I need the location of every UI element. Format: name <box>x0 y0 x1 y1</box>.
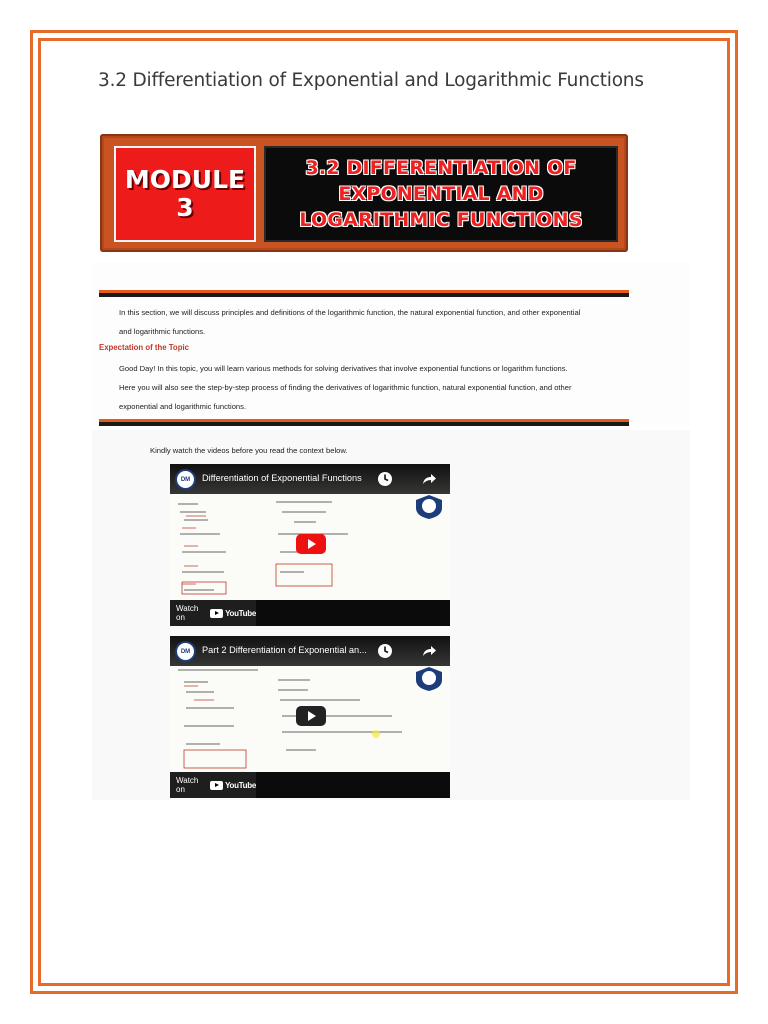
play-button[interactable] <box>296 534 326 554</box>
module-label-box <box>114 146 256 242</box>
module-number: 3 <box>176 193 194 222</box>
video-title[interactable]: Part 2 Differentiation of Exponential an... <box>202 645 367 655</box>
channel-avatar[interactable]: DM <box>175 469 196 490</box>
watch-note: Kindly watch the videos before you read the context below. <box>150 446 348 455</box>
intro-paragraph-line-2: and logarithmic functions. <box>119 327 206 336</box>
video-title[interactable]: Differentiation of Exponential Functions <box>202 473 362 483</box>
topic-line-1: 3.2 DIFFERENTIATION OF <box>305 157 577 179</box>
expectation-heading: Expectation of the Topic <box>99 343 189 352</box>
watch-on-label: Watch on <box>176 776 199 794</box>
page-title: 3.2 Differentiation of Exponential and Logarithmic Functions <box>98 70 644 91</box>
youtube-wordmark: YouTube <box>225 780 256 790</box>
expectation-line-1: Good Day! In this topic, you will learn various methods for solving derivatives that involve exponential functions or logarithm functions. <box>119 364 568 373</box>
topic-title-box <box>264 146 618 242</box>
watch-on-label: Watch on <box>176 604 199 622</box>
expectation-line-3: exponential and logarithmic functions. <box>119 402 247 411</box>
topic-line-3: LOGARITHMIC FUNCTIONS <box>299 209 583 231</box>
youtube-play-icon <box>210 609 223 618</box>
module-word: MODULE <box>124 165 246 194</box>
watch-later-icon[interactable] <box>376 470 394 488</box>
watch-on-youtube-button[interactable] <box>170 600 256 626</box>
channel-logo-icon <box>414 494 444 520</box>
play-button[interactable] <box>296 706 326 726</box>
topic-line-2: EXPONENTIAL AND <box>338 183 544 205</box>
youtube-logo <box>210 781 256 790</box>
channel-logo-icon <box>414 666 444 692</box>
expectation-line-2: Here you will also see the step-by-step process of finding the derivatives of logarithmic function, natural exponential function, and other <box>119 383 572 392</box>
video-embed-1[interactable] <box>170 464 450 626</box>
share-icon[interactable] <box>420 642 438 660</box>
intro-paragraph-line-1: In this section, we will discuss principles and definitions of the logarithmic function, the natural exponential function, and other exponential <box>119 308 581 317</box>
youtube-logo <box>210 609 256 618</box>
section-rule-bottom <box>99 419 629 426</box>
share-icon[interactable] <box>420 470 438 488</box>
watch-on-youtube-button[interactable] <box>170 772 256 798</box>
watch-later-icon[interactable] <box>376 642 394 660</box>
youtube-play-icon <box>210 781 223 790</box>
youtube-wordmark: YouTube <box>225 608 256 618</box>
section-rule-top <box>99 290 629 297</box>
video-embed-2[interactable] <box>170 636 450 798</box>
channel-avatar[interactable]: DM <box>175 641 196 662</box>
